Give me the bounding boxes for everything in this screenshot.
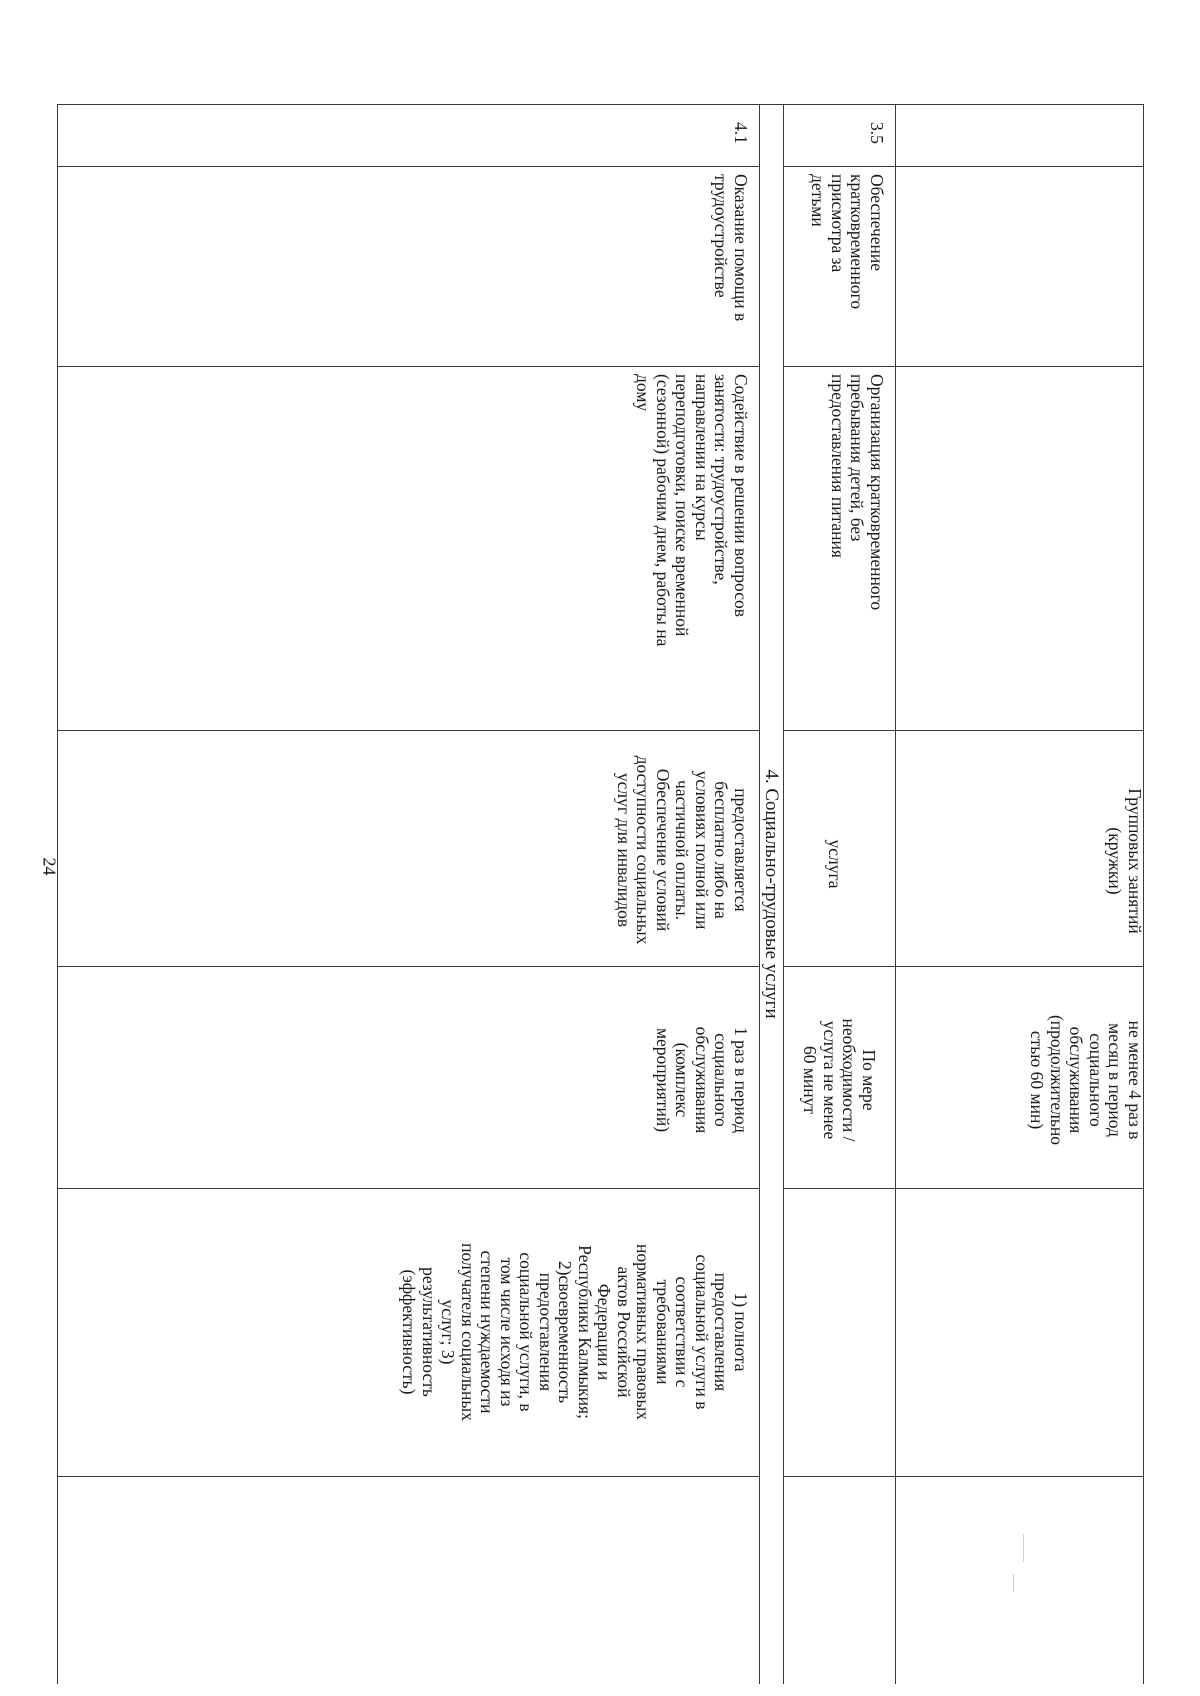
rotated-scanned-page xyxy=(56,104,1144,1684)
row-4-1-number: 4.1 xyxy=(731,122,751,144)
row-3-5-form: услуга xyxy=(825,839,845,889)
col-sep-name-4 xyxy=(58,366,760,367)
table-bottom-edge xyxy=(57,104,58,1684)
section-4-top-edge xyxy=(783,105,784,1684)
col-sep-number-4 xyxy=(58,166,760,167)
col-sep-conditions-4 xyxy=(58,966,760,967)
table-left-edge xyxy=(58,104,1144,105)
row-3-5-top-edge xyxy=(895,104,896,1684)
row-4-1-name: Оказание помощи в трудоустройстве xyxy=(711,174,751,322)
col-sep-description xyxy=(784,730,1144,731)
row-4-1-conditions: предоставляется бесплатно либо на условиях полной или частичной оплаты. Обеспечение условий доступности социальных услуг для инвалидов xyxy=(614,755,751,945)
scan-artifact xyxy=(1013,1574,1014,1592)
row-3-5-period: По мере необходимости / услуга не менее 60 минут xyxy=(800,1018,879,1142)
col-sep-name xyxy=(784,366,1144,367)
row-3-5-continued-period: не менее 4 раз в месяц в период социального обслуживания (продолжительно стью 60 мин) xyxy=(1027,1014,1145,1146)
page-number: 24 xyxy=(39,857,60,876)
section-4-title: 4. Социально-трудовые услуги xyxy=(761,769,782,1019)
row-3-5-name: Обеспечение кратковременного присмотра за детьми xyxy=(808,174,887,310)
row-4-1-description: Содействие в решении вопросов занятости: трудоустройстве, направлении на курсы переподготовки, поиске временной (сезонной) рабочим днем, работы на дому xyxy=(633,374,751,647)
row-4-1-quality: 1) полнота предоставления социальной услуги в соответствии с требованиями нормативных правовых актов Российской Федерации и Республики Калмыкия; 2)своевременность предоставления социальной услуги, в том числе исходя из степени нуждаемости получателя социальных услуг; 3) результативность (эффективность) xyxy=(399,1243,751,1421)
col-sep-quality xyxy=(784,1476,1144,1477)
row-4-1-period: 1 раз в период социального обслуживания (комплекс мероприятий) xyxy=(653,1026,751,1134)
col-sep-number xyxy=(784,166,1144,167)
col-sep-period-4 xyxy=(58,1188,760,1189)
col-sep-description-4 xyxy=(58,730,760,731)
row-3-5-description: Организация кратковременного пребывания детей, без предоставления питания xyxy=(828,374,887,611)
col-sep-quality-4 xyxy=(58,1476,760,1477)
col-sep-period xyxy=(784,1188,1144,1189)
scan-artifact xyxy=(1023,1534,1024,1562)
row-3-5-number: 3.5 xyxy=(867,122,887,144)
row-3-5-continued-text: Групповых занятий (кружки) xyxy=(1105,788,1145,934)
col-sep-conditions xyxy=(784,966,1144,967)
